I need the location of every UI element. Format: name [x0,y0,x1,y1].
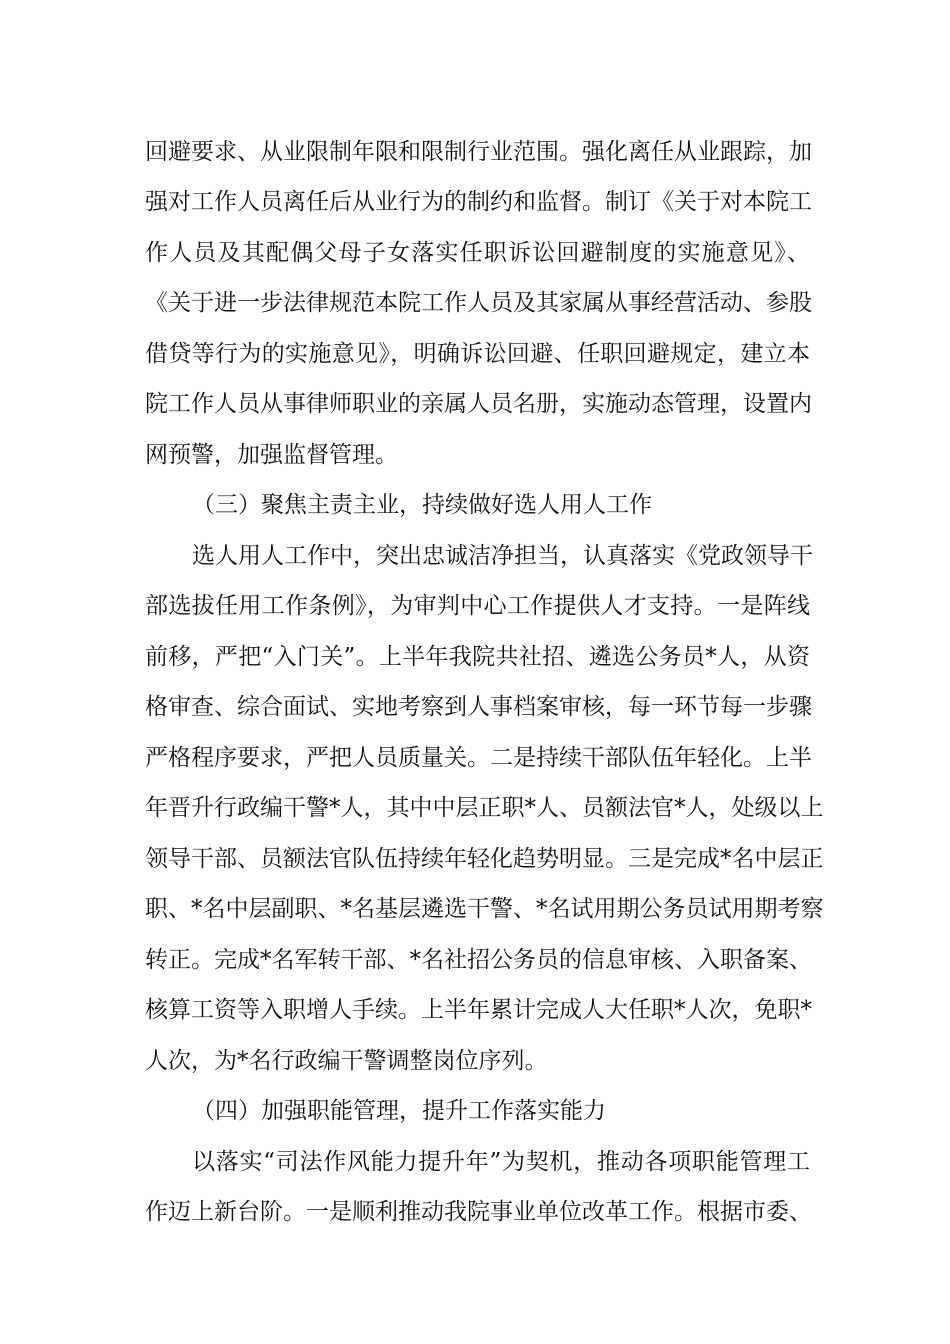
body-text-line: 网预警，加强监督管理。 [145,442,398,468]
body-text-line: 作迈上新台阶。一是顺利推动我院事业单位改革工作。根据市委、 [145,1199,812,1225]
body-text-line: 严格程序要求，严把人员质量关。二是持续干部队伍年轻化。上半 [145,745,812,771]
body-text-line: 年晋升行政编干警*人，其中中层正职*人、员额法官*人，处级以上 [145,795,824,821]
body-text-line: 职、*名中层副职、*名基层遴选干警、*名试用期公务员试用期考察 [145,896,824,922]
body-text-line: 领导干部、员额法官队伍持续年轻化趋势明显。三是完成*名中层正 [145,846,824,872]
body-text-line: 人次，为*名行政编干警调整岗位序列。 [145,1048,548,1074]
body-text-line: 院工作人员从事律师职业的亲属人员名册，实施动态管理，设置内 [145,391,812,417]
body-text-line: 转正。完成*名军转干部、*名社招公务员的信息审核、入职备案、 [145,947,812,973]
section-heading-4: （四）加强职能管理，提升工作落实能力 [192,1098,606,1124]
body-text-line: 作人员及其配偶父母子女落实任职诉讼回避制度的实施意见》、 [145,240,810,266]
section-heading-3: （三）聚焦主责主业，持续做好选人用人工作 [192,492,652,518]
body-text-line: 核算工资等入职增人手续。上半年累计完成人大任职*人次，免职* [145,997,812,1023]
body-text-line: 《关于进一步法律规范本院工作人员及其家属从事经营活动、参股 [145,290,812,316]
body-text-line: 借贷等行为的实施意见》，明确诉讼回避、任职回避规定，建立本 [145,341,810,367]
body-text-line: 格审查、综合面试、实地考察到人事档案审核，每一环节每一步骤 [145,694,812,720]
body-text-line: 强对工作人员离任后从业行为的制约和监督。制订《关于对本院工 [145,189,812,215]
body-text-line: 部选拔任用工作条例》，为审判中心工作提供人才支持。一是阵线 [145,593,810,619]
body-text-line: 前移，严把“入门关”。上半年我院共社招、遴选公务员*人，从资 [145,644,810,670]
paragraph-first-line: 以落实“司法作风能力提升年”为契机，推动各项职能管理工 [192,1149,810,1175]
paragraph-first-line: 选人用人工作中，突出忠诚洁净担当，认真落实《党政领导干 [192,543,813,569]
body-text-line: 回避要求、从业限制年限和限制行业范围。强化离任从业跟踪，加 [145,139,812,165]
